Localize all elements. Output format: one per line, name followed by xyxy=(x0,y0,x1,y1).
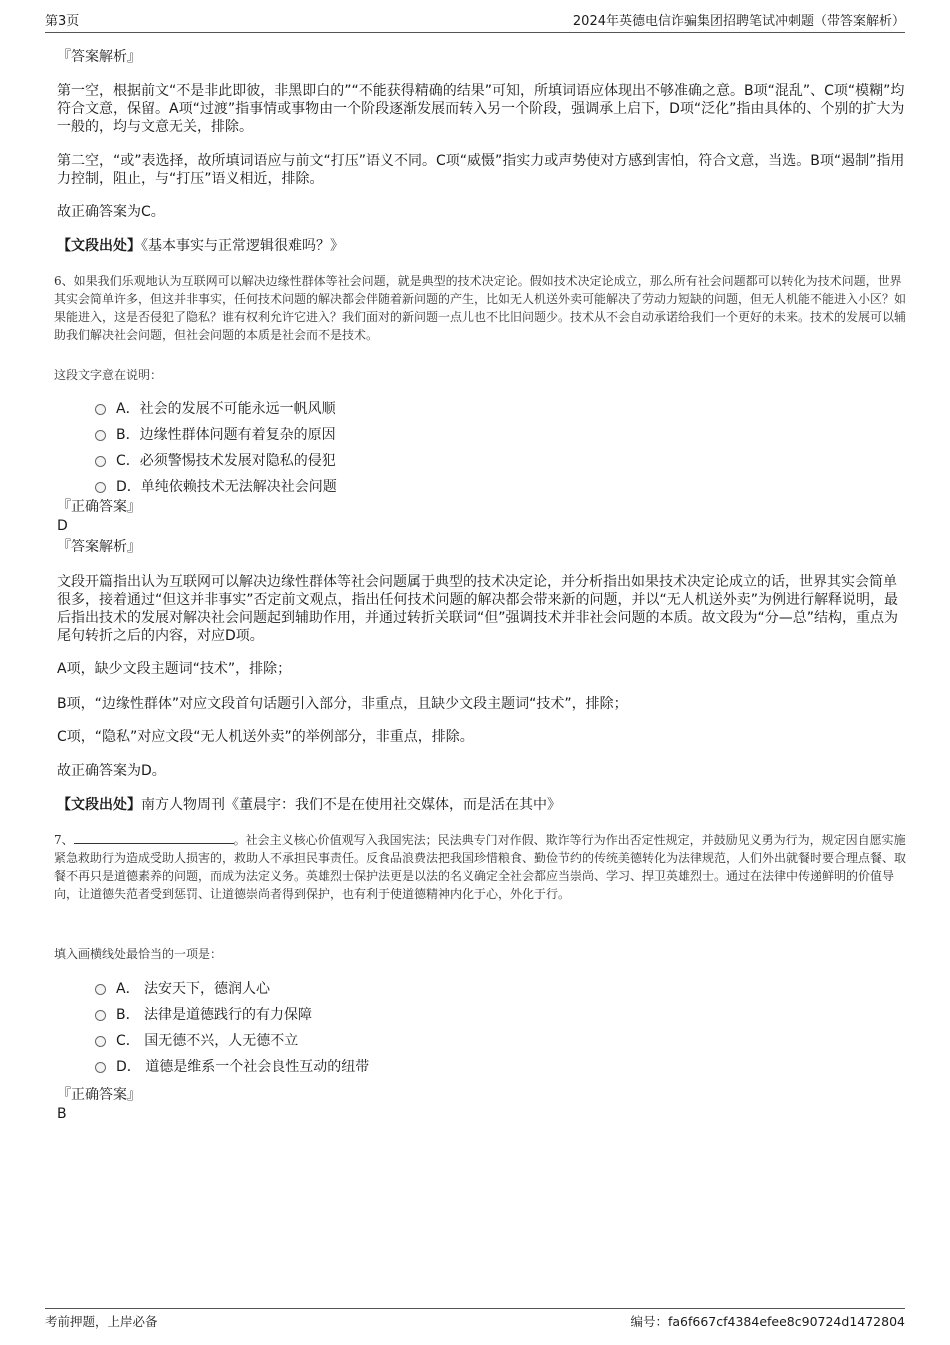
option-a[interactable] xyxy=(95,400,336,418)
option-label: C．必须警惕技术发展对隐私的侵犯 xyxy=(116,453,336,469)
analysis-paragraph: 第一空，根据前文“不是非此即彼，非黑即白的”“不能获得精确的结果”可知，所填词语应体现出不够准确之意。B项“混乱”、C项“模糊”均符合文意，保留。A项“过渡”指事情或事物由一个阶段逐渐发展而转入另一个阶段，强调承上启下，D项“泛化”指由具体的、个别的扩大为一般的，均与文意无关，排除。 xyxy=(57,83,905,135)
option-label: D． 道德是维系一个社会良性互动的纽带 xyxy=(116,1059,370,1075)
radio-icon[interactable] xyxy=(95,1062,106,1073)
analysis-label: 『答案解析』 xyxy=(57,539,141,555)
option-c[interactable] xyxy=(95,452,336,470)
question-prompt: 填入画横线处最恰当的一项是： xyxy=(54,947,223,961)
page-number: 第3页 xyxy=(45,14,80,29)
radio-icon[interactable] xyxy=(95,1036,106,1047)
option-label: D．单纯依赖技术无法解决社会问题 xyxy=(116,479,337,495)
question-text xyxy=(54,831,906,903)
option-label: A． 法安天下，德润人心 xyxy=(116,981,271,997)
analysis-paragraph: C项，“隐私”对应文段“无人机送外卖”的举例部分，非重点，排除。 xyxy=(57,729,474,745)
radio-icon[interactable] xyxy=(95,984,106,995)
option-label: C． 国无德不兴，人无德不立 xyxy=(116,1033,299,1049)
source xyxy=(57,796,907,814)
option-b[interactable] xyxy=(95,1006,312,1024)
option-d[interactable] xyxy=(95,478,337,496)
answer-blank xyxy=(74,831,234,844)
option-label: B． 法律是道德践行的有力保障 xyxy=(116,1007,313,1023)
answer-label: 『正确答案』 xyxy=(57,1087,141,1103)
option-a[interactable] xyxy=(95,980,270,998)
option-d[interactable] xyxy=(95,1058,369,1076)
question-body: 。社会主义核心价值观写入我国宪法；民法典专门对作假、欺诈等行为作出否定性规定，并鼓励见义勇为行为，规定因自愿实施紧急救助行为造成受助人损害的，救助人不承担民事责任。反食品浪费法把我国珍惜粮食、勤俭节约的传统美德转化为法律规范，人们外出就餐时要合理点餐、取餐不再只是道德素养的问题，而成为法定义务。英雄烈士保护法更是以法的名义确定全社会都应当崇尚、学习、捍卫英雄烈士。通过在法律中传递鲜明的价值导向，让道德失范者受到惩罚、让道德崇尚者得到保护，也有利于使道德精神内化于心，外化于行。 xyxy=(54,833,907,901)
document-code: 编号：fa6f667cf4384efee8c90724d1472804 xyxy=(630,1314,905,1329)
option-b[interactable] xyxy=(95,426,336,444)
analysis-paragraph: A项，缺少文段主题词“技术”，排除； xyxy=(57,661,292,677)
page-footer xyxy=(45,1308,905,1335)
answer-label: 『正确答案』 xyxy=(57,499,141,515)
analysis-paragraph: B项，“边缘性群体”对应文段首句话题引入部分，非重点，且缺少文段主题词“技术”，排除； xyxy=(57,696,628,712)
page-header xyxy=(45,12,905,33)
question-text: 6、如果我们乐观地认为互联网可以解决边缘性群体等社会问题，就是典型的技术决定论。假如技术决定论成立，那么所有社会问题都可以转化为技术问题，世界其实会简单许多，但这并非事实，任何技术问题的解决都会伴随着新问题的产生，比如无人机送外卖可能解决了劳动力短缺的问题，但无人机能不能进入小区？如果能进入，这是否侵犯了隐私？谁有权利允许它进入？我们面对的新问题一点儿也不比旧问题少。技术从不会自动承诺给我们一个更好的未来。技术的发展可以辅助我们解决社会问题，但社会问题的本质是社会而不是技术。 xyxy=(54,274,907,342)
source xyxy=(57,237,907,255)
radio-icon[interactable] xyxy=(95,456,106,467)
source-label: 【文段出处】 xyxy=(57,797,141,813)
answer-value: D xyxy=(57,518,68,534)
source-text: 《基本事实与正常逻辑很难吗？》 xyxy=(141,238,344,254)
option-label: A．社会的发展不可能永远一帆风顺 xyxy=(116,401,336,417)
radio-icon[interactable] xyxy=(95,1010,106,1021)
analysis-paragraph: 文段开篇指出认为互联网可以解决边缘性群体等社会问题属于典型的技术决定论，并分析指出如果技术决定论成立的话，世界其实会简单很多，接着通过“但这并非事实”否定前文观点，指出任何技术问题的解决都会带来新的问题，并以“无人机送外卖”为例进行解释说明，最后指出技术的发展对解决社会问题起到辅助作用，并通过转折关联词“但”强调技术并非社会问题的本质。故文段为“分—总”结构，重点为尾句转折之后的内容，对应D项。 xyxy=(57,574,899,644)
question-number: 7、 xyxy=(54,833,74,847)
question-prompt: 这段文字意在说明： xyxy=(54,368,163,382)
source-label: 【文段出处】 xyxy=(57,238,141,254)
answer-value: B xyxy=(57,1106,67,1122)
option-label: B．边缘性群体问题有着复杂的原因 xyxy=(116,427,336,443)
source-text: 南方人物周刊《董晨宇：我们不是在使用社交媒体，而是活在其中》 xyxy=(141,797,561,813)
radio-icon[interactable] xyxy=(95,430,106,441)
analysis-label: 『答案解析』 xyxy=(57,49,141,65)
conclusion: 故正确答案为D。 xyxy=(57,763,166,779)
option-c[interactable] xyxy=(95,1032,298,1050)
document-title: 2024年英德电信诈骗集团招聘笔试冲刺题（带答案解析） xyxy=(572,14,905,29)
radio-icon[interactable] xyxy=(95,404,106,415)
conclusion: 故正确答案为C。 xyxy=(57,204,165,220)
analysis-paragraph: 第二空，“或”表选择，故所填词语应与前文“打压”语义不同。C项“威慑”指实力或声势使对方感到害怕，符合文意，当选。B项“遏制”指用力控制，阻止，与“打压”语义相近，排除。 xyxy=(57,153,905,187)
radio-icon[interactable] xyxy=(95,482,106,493)
footer-slogan: 考前押题，上岸必备 xyxy=(45,1314,158,1329)
